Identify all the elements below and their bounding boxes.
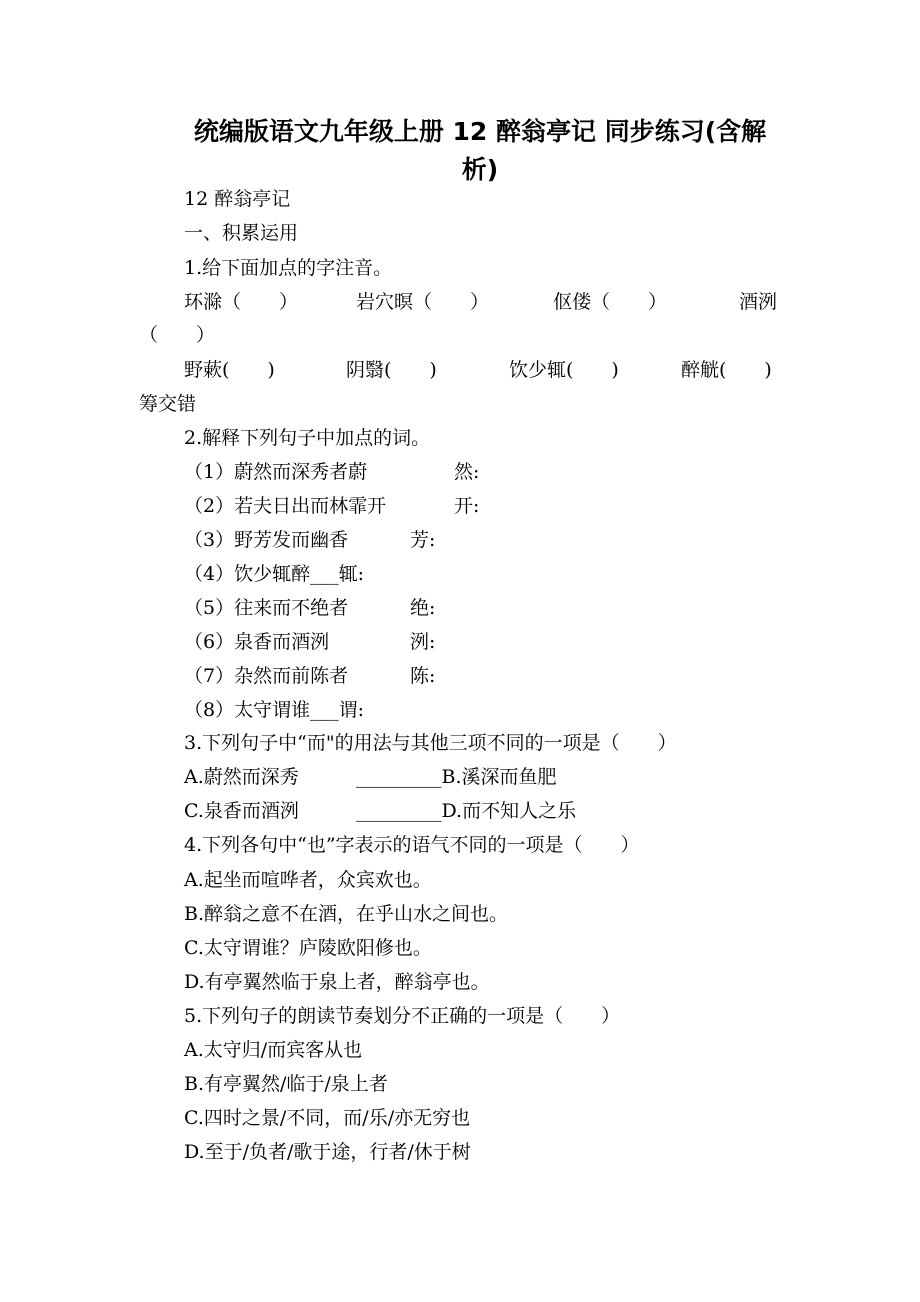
title-line-2: 析): [461, 155, 499, 184]
q3-stem: 3.下列句子中“而"的用法与其他三项不同的一项是（ ）: [184, 732, 677, 754]
document-title: [140, 113, 820, 189]
q5-option: D.至于/负者/歌于途，行者/休于树: [184, 1141, 471, 1163]
q4-option: A.起坐而喧哗者，众宾欢也。: [184, 869, 432, 891]
q3-option: _________B.溪深而鱼肥: [356, 766, 557, 788]
q1-item-continuation: （ ）: [139, 324, 216, 346]
lesson-heading: 12 醉翁亭记: [184, 188, 291, 210]
q1-item: 酒洌: [739, 291, 778, 313]
q2-item-answer: 芳:: [410, 529, 436, 551]
q2-item-answer: 然:: [454, 461, 480, 483]
q2-item-answer: 绝:: [410, 597, 436, 619]
q4-option: B.醉翁之意不在酒，在乎山水之间也。: [184, 903, 509, 925]
q2-item: （6）泉香而酒洌: [184, 631, 330, 653]
title-line-1: 统编版语文九年级上册 12 醉翁亭记 同步练习(含解: [193, 117, 767, 146]
q2-item: （2）若夫日出而林霏开: [184, 495, 387, 517]
q5-option: C.四时之景/不同，而/乐/亦无穷也: [184, 1107, 471, 1129]
q1-item-continuation: 筹交错: [139, 393, 197, 415]
q1-item: 岩穴暝（ ）: [356, 291, 490, 313]
q2-item: （8）太守谓谁___谓:: [184, 699, 364, 721]
q2-item-answer: 洌:: [410, 631, 436, 653]
q1-item: 环滁（ ）: [184, 291, 299, 313]
q1-item: 阴翳( ): [346, 359, 437, 381]
q2-item: （7）杂然而前陈者: [184, 665, 349, 687]
q2-item-answer: 陈:: [410, 665, 436, 687]
q1-item: 醉觥( ): [681, 359, 772, 381]
q2-item-answer: 开:: [454, 495, 480, 517]
q4-option: D.有亭翼然临于泉上者，醉翁亭也。: [184, 971, 490, 993]
q3-option: A.蔚然而深秀: [184, 766, 299, 788]
q2-stem: 2.解释下列句子中加点的词。: [184, 427, 431, 449]
q5-stem: 5.下列句子的朗读节奏划分不正确的一项是（ ）: [184, 1005, 621, 1027]
section-heading: 一、积累运用: [184, 222, 299, 244]
q5-option: B.有亭翼然/临于/泉上者: [184, 1073, 388, 1095]
q1-item: 野蔌( ): [184, 359, 275, 381]
q1-item: 饮少辄( ): [509, 359, 619, 381]
q1-stem: 1.给下面加点的字注音。: [184, 257, 393, 279]
q4-option: C.太守谓谁？庐陵欧阳修也。: [184, 937, 432, 959]
q5-option: A.太守归/而宾客从也: [184, 1039, 363, 1061]
q2-item: （3）野芳发而幽香: [184, 529, 349, 551]
q2-item: （5）往来而不绝者: [184, 597, 349, 619]
q4-stem: 4.下列各句中“也”字表示的语气不同的一项是（ ）: [184, 834, 640, 856]
q3-option: C.泉香而酒洌: [184, 800, 299, 822]
q2-item: （1）蔚然而深秀者蔚: [184, 461, 368, 483]
q1-item: 伛偻（ ）: [553, 291, 668, 313]
q3-option: _________D.而不知人之乐: [356, 800, 577, 822]
q2-item: （4）饮少辄醉___辄:: [184, 563, 364, 585]
